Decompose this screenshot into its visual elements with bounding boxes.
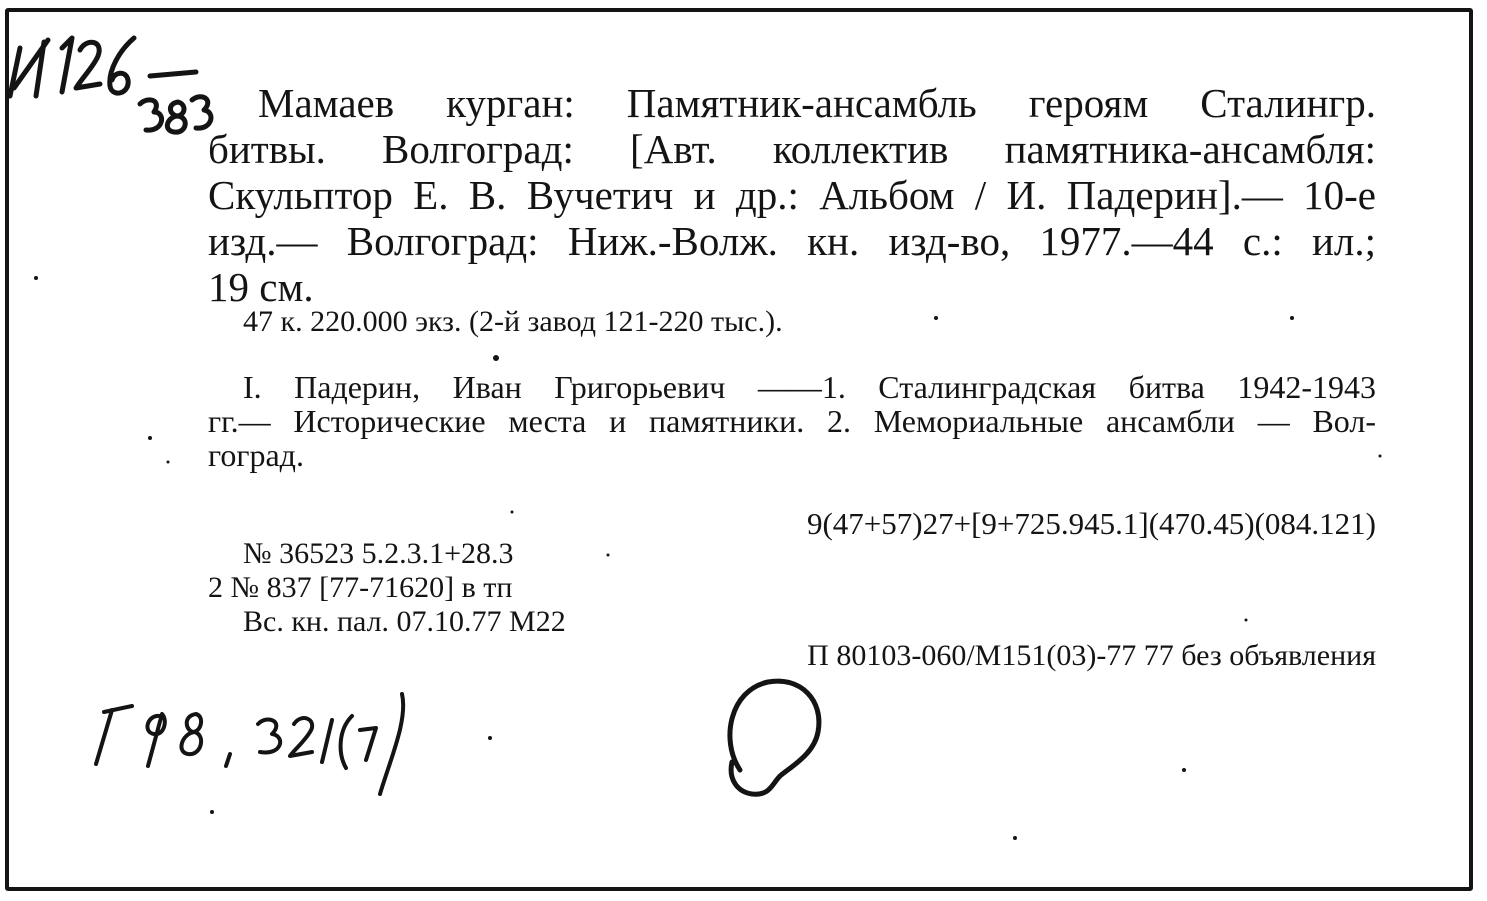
entry-line: Скульптор Е. В. Вучетич и др.: Альбом / И. Падерин].— 10-е — [208, 172, 1376, 218]
registration-line: № 36523 5.2.3.1+28.3 — [243, 537, 514, 570]
publisher-code: П 80103-060/М151(03)-77 77 без объявления — [807, 639, 1376, 672]
subject-line: гоград. — [208, 437, 304, 473]
entry-line: Мамаев курган: Памятник-ансамбль героям Сталингр. — [258, 80, 1376, 126]
subject-line: I. Падерин, Иван Григорьевич ——1. Сталинградская битва 1942-1943 — [243, 369, 1376, 405]
registration-line: Вс. кн. пал. 07.10.77 М22 — [243, 605, 566, 638]
subject-line: гг.— Исторические места и памятники. 2. Мемориальные ансамбли — Вол- — [208, 403, 1376, 439]
classification-index: 9(47+57)27+[9+725.945.1](470.45)(084.121) — [806, 506, 1376, 541]
entry-line: изд.— Волгоград: Ниж.-Волж. кн. изд-во, 1977.—44 с.: ил.; — [208, 218, 1376, 264]
registration-line: 2 № 837 [77-71620] в тп — [208, 571, 513, 604]
entry-line: битвы. Волгоград: [Авт. коллектив памятника-ансамбля: — [208, 126, 1376, 172]
price-and-print-run: 47 к. 220.000 экз. (2-й завод 121-220 тыс.). — [243, 305, 783, 338]
entry-line: 19 см. — [208, 264, 314, 310]
